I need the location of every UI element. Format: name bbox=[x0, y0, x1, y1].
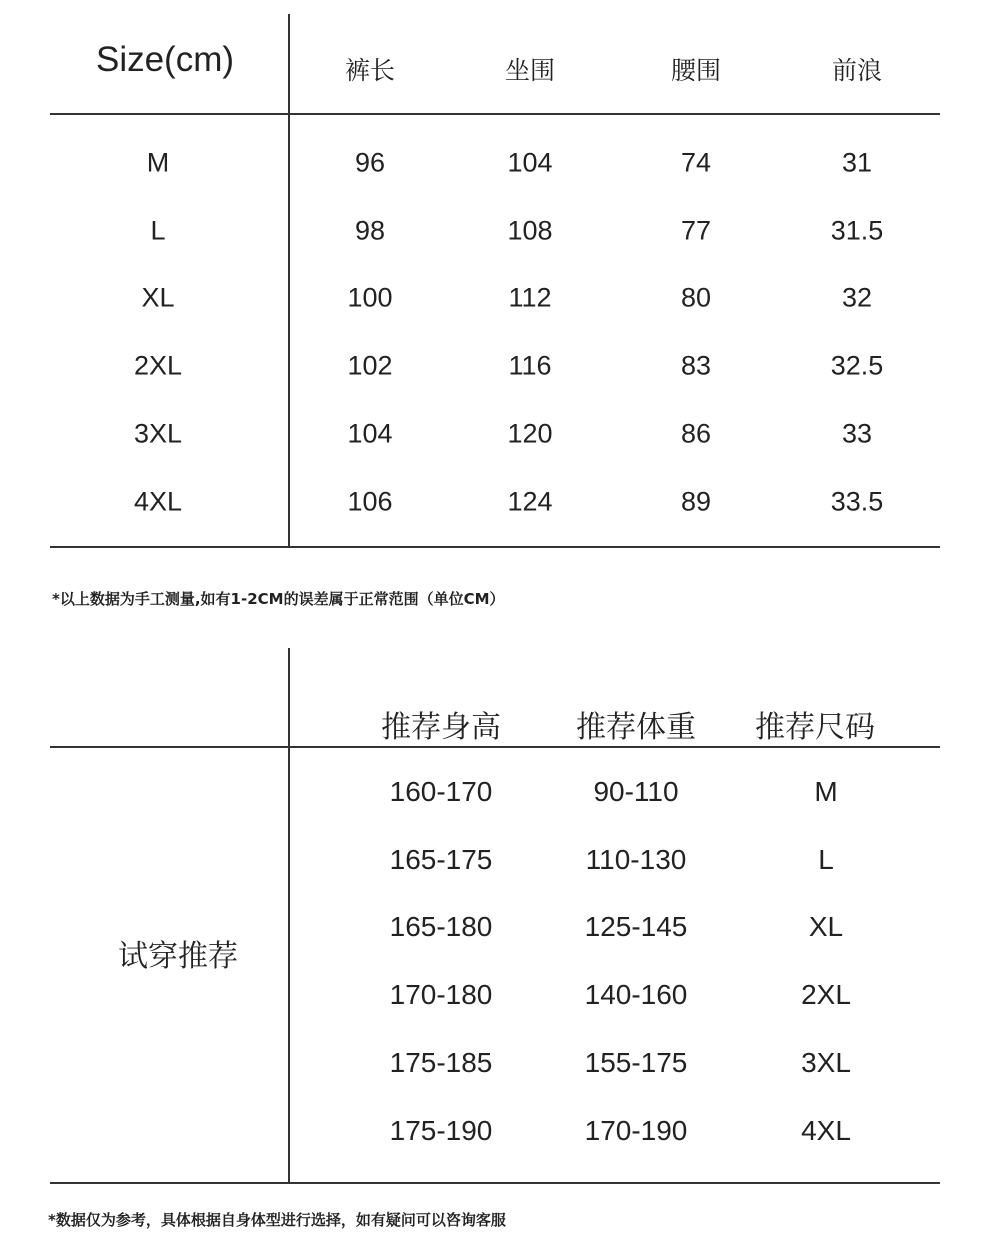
size-cell: 100 bbox=[347, 282, 393, 313]
fit-size-cell: 2XL bbox=[801, 979, 851, 1010]
size-cell: 33.5 bbox=[830, 486, 884, 517]
size-table-note: *以上数据为手工测量,如有1-2CM的误差属于正常范围（单位CM） bbox=[52, 590, 505, 608]
header-hip: 坐围 bbox=[504, 56, 556, 85]
fit-weight-cell: 90-110 bbox=[593, 776, 679, 807]
size-cell: 102 bbox=[347, 350, 393, 381]
size-cell: 104 bbox=[507, 147, 553, 178]
fit-height-cell: 165-175 bbox=[389, 844, 493, 875]
size-cell: 116 bbox=[508, 350, 552, 381]
fit-size-cell: M bbox=[814, 776, 838, 807]
size-cell: 98 bbox=[354, 215, 386, 246]
fit-table-vertical-divider bbox=[288, 648, 290, 1183]
fit-table-note: *数据仅为参考，具体根据自身体型进行选择，如有疑问可以咨询客服 bbox=[48, 1211, 506, 1229]
fit-height-cell: 175-185 bbox=[389, 1047, 493, 1078]
fit-size-cell: L bbox=[818, 844, 834, 875]
fit-weight-cell: 170-190 bbox=[584, 1115, 688, 1146]
size-cell: 120 bbox=[507, 418, 553, 449]
size-cell: 124 bbox=[507, 486, 553, 517]
fit-weight-cell: 155-175 bbox=[584, 1047, 688, 1078]
fit-height-cell: 160-170 bbox=[389, 776, 493, 807]
fit-table-header-rule bbox=[50, 746, 940, 748]
size-cell: 83 bbox=[680, 350, 712, 381]
fit-size-cell: XL bbox=[808, 911, 844, 942]
fit-weight-cell: 125-145 bbox=[584, 911, 688, 942]
header-waist: 腰围 bbox=[670, 56, 722, 85]
fit-height-cell: 170-180 bbox=[389, 979, 493, 1010]
size-cell: 31 bbox=[841, 147, 873, 178]
size-cell: 96 bbox=[354, 147, 386, 178]
size-table-vertical-divider bbox=[288, 14, 290, 548]
fit-height-cell: 165-180 bbox=[389, 911, 493, 942]
size-label: M bbox=[146, 147, 170, 178]
fit-size-cell: 3XL bbox=[801, 1047, 851, 1078]
fit-table-side-label: 试穿推荐 bbox=[118, 939, 238, 974]
size-cell: 32 bbox=[841, 282, 873, 313]
fit-weight-cell: 140-160 bbox=[584, 979, 688, 1010]
fit-table-bottom-rule bbox=[50, 1182, 940, 1184]
size-cell: 31.5 bbox=[830, 215, 884, 246]
size-cell: 80 bbox=[680, 282, 712, 313]
size-table-header-rule bbox=[50, 113, 940, 115]
size-label: 3XL bbox=[133, 418, 183, 449]
fit-weight-cell: 110-130 bbox=[585, 844, 687, 875]
header-front-rise: 前浪 bbox=[831, 56, 883, 85]
size-cell: 86 bbox=[680, 418, 712, 449]
size-cell: 106 bbox=[347, 486, 393, 517]
size-cell: 33 bbox=[841, 418, 873, 449]
size-cell: 32.5 bbox=[830, 350, 884, 381]
header-recommended-height: 推荐身高 bbox=[381, 710, 501, 745]
header-recommended-weight: 推荐体重 bbox=[576, 710, 696, 745]
size-table-bottom-rule bbox=[50, 546, 940, 548]
size-label: L bbox=[150, 215, 166, 246]
size-label: 4XL bbox=[133, 486, 183, 517]
size-cell: 108 bbox=[507, 215, 553, 246]
size-cell: 89 bbox=[680, 486, 712, 517]
header-length: 裤长 bbox=[344, 56, 396, 85]
size-label: XL bbox=[141, 282, 175, 313]
header-recommended-size: 推荐尺码 bbox=[755, 710, 875, 745]
fit-size-cell: 4XL bbox=[801, 1115, 851, 1146]
fit-height-cell: 175-190 bbox=[389, 1115, 493, 1146]
size-table-corner-label: Size(cm) bbox=[95, 40, 235, 79]
size-cell: 112 bbox=[508, 282, 552, 313]
size-cell: 104 bbox=[347, 418, 393, 449]
size-label: 2XL bbox=[133, 350, 183, 381]
size-cell: 74 bbox=[680, 147, 712, 178]
size-cell: 77 bbox=[680, 215, 712, 246]
